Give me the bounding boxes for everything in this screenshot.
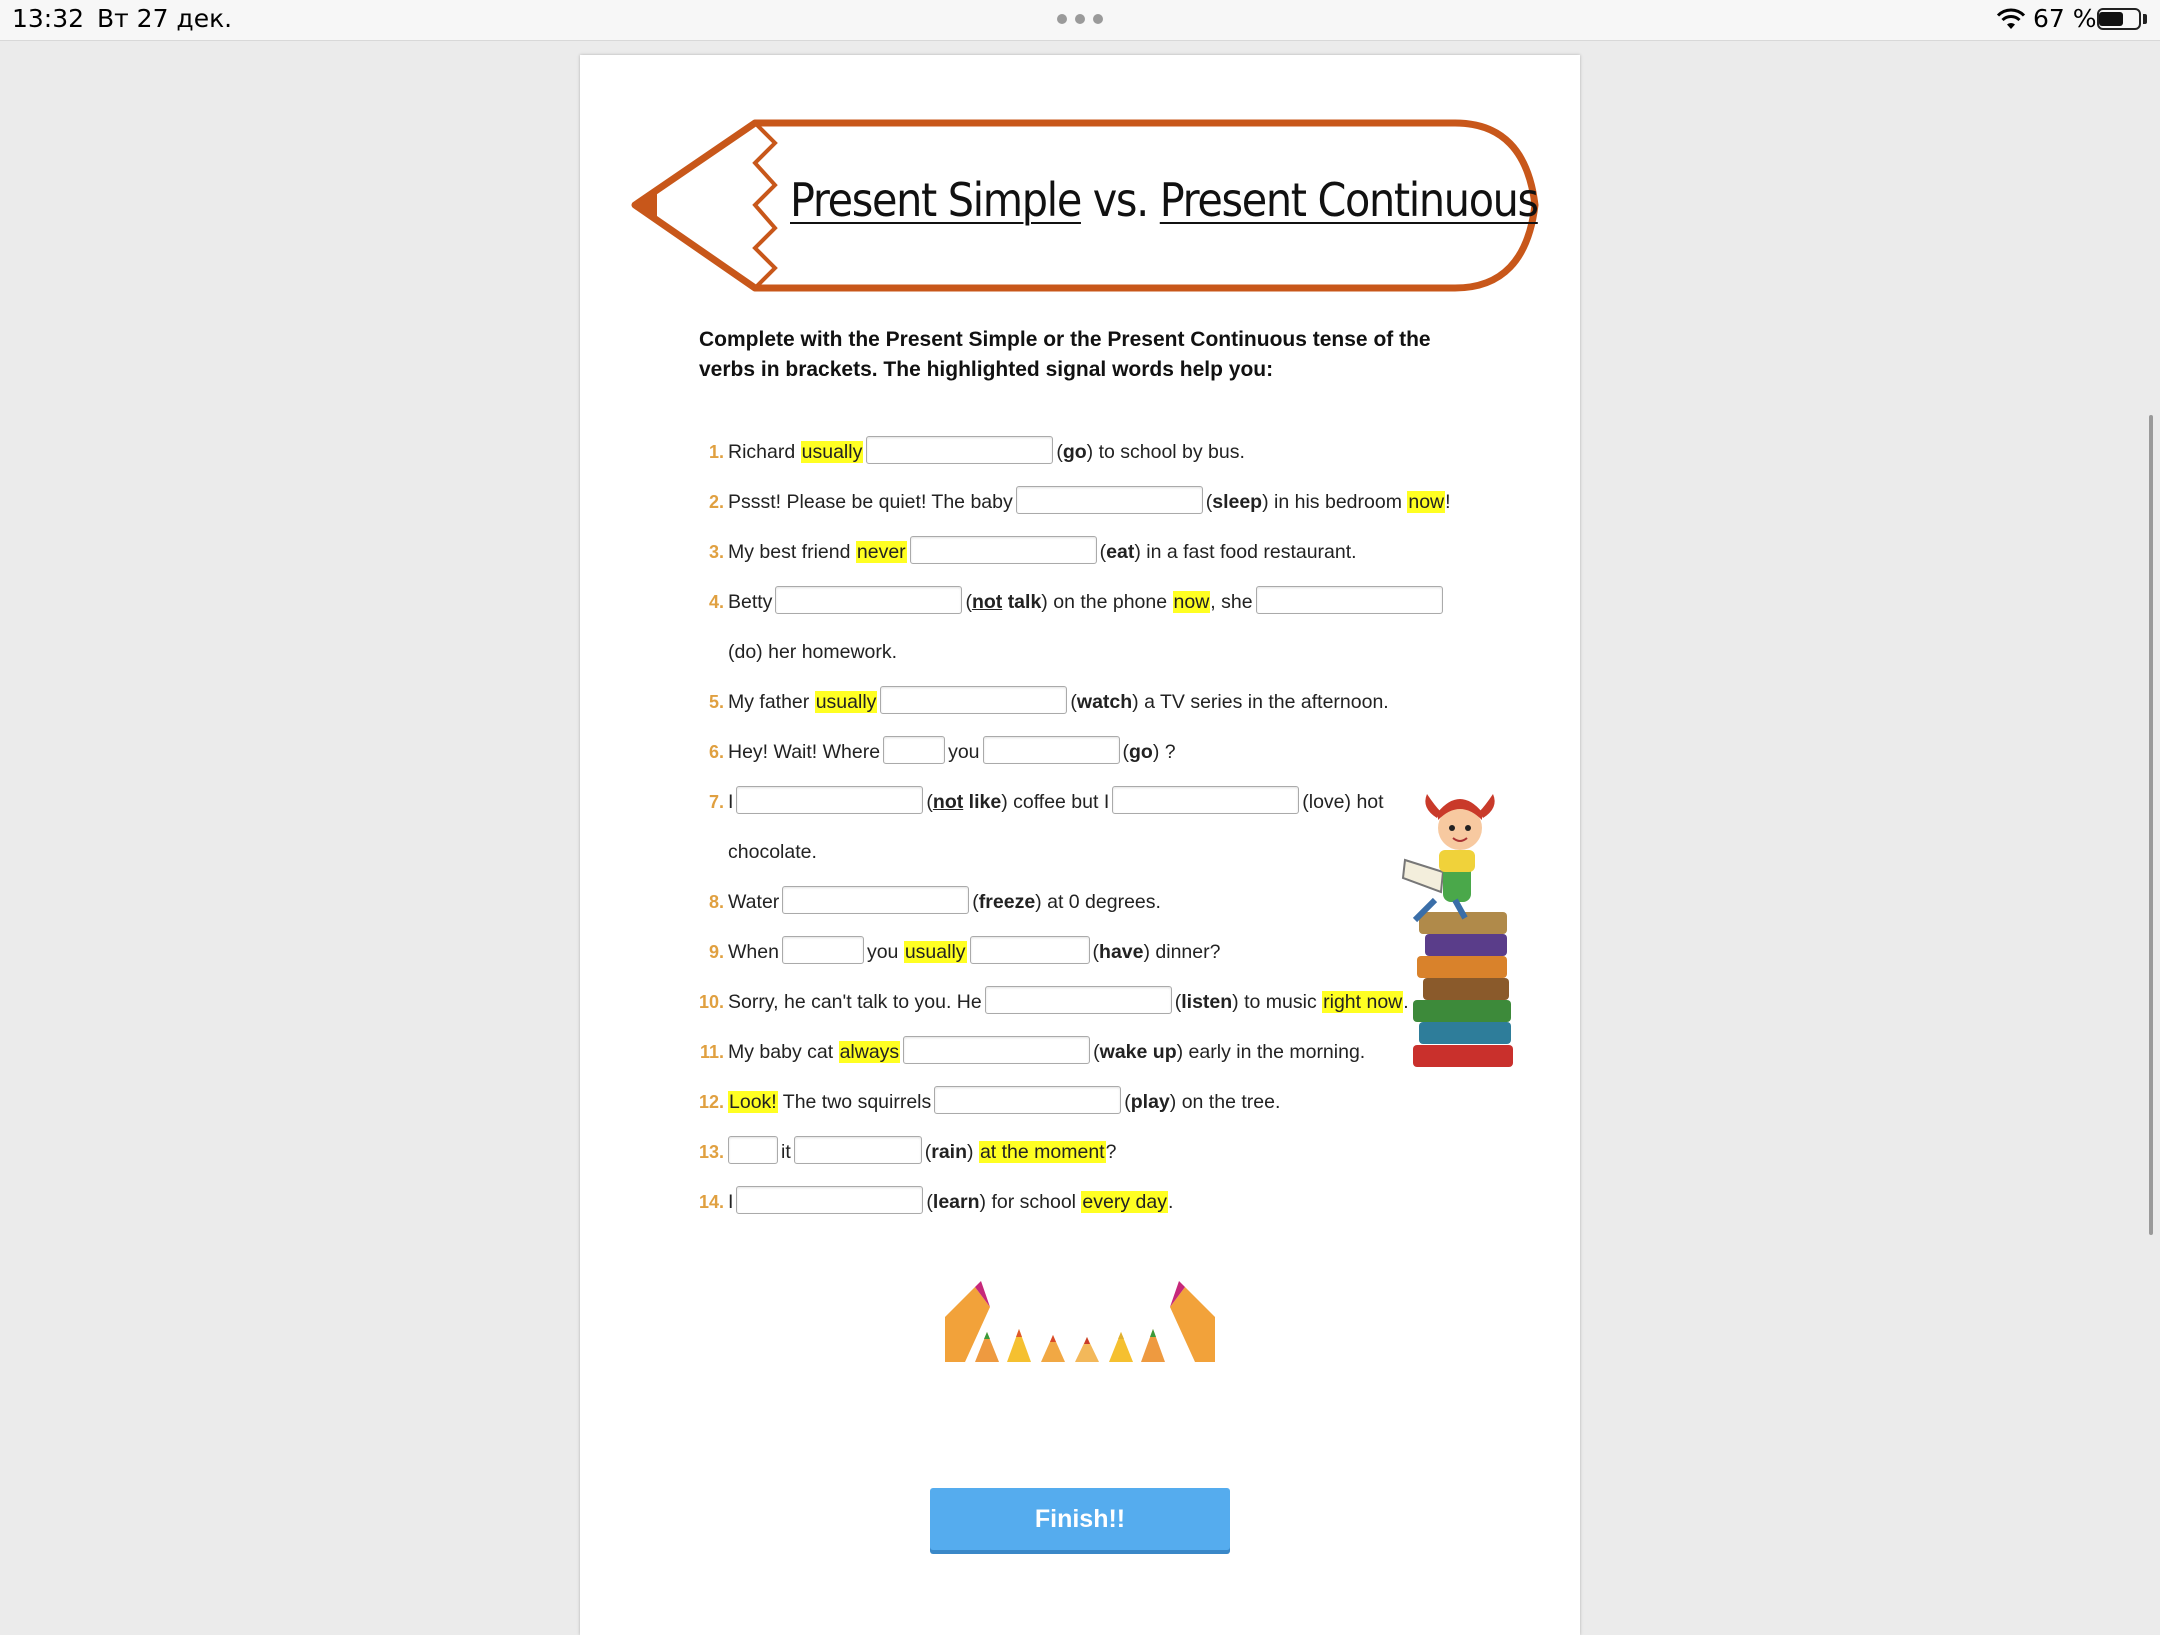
negation-hint: not: [971, 591, 1003, 613]
punctuation: !: [1445, 491, 1451, 513]
question-text: Water: [728, 891, 780, 913]
question-14: 14. I (learn) for school every day.: [728, 1185, 1173, 1219]
signal-word: usually: [904, 941, 966, 963]
question-number: 14.: [698, 1192, 724, 1212]
verb-hint: play: [1130, 1091, 1170, 1113]
question-text: My best friend: [728, 541, 851, 563]
girl-on-books-illustration: [1395, 790, 1535, 1080]
question-6: 6. Hey! Wait! Where you (go) ?: [728, 735, 1176, 769]
question-number: 10.: [698, 992, 724, 1012]
question-text: you: [866, 941, 899, 963]
pencil-row: [945, 1281, 1215, 1362]
question-text: I: [728, 1191, 734, 1213]
question-3: 3. My best friend never (eat) in a fast food restaurant.: [728, 535, 1357, 569]
status-date: Вт 27 дек.: [97, 4, 233, 33]
question-1: 1. Richard usually (go) to school by bus.: [728, 435, 1245, 469]
question-text: Betty: [728, 591, 773, 613]
question-number: 11.: [699, 1042, 724, 1062]
verb-hint: wake up: [1099, 1041, 1177, 1063]
question-text: My father: [728, 691, 810, 713]
scrollbar[interactable]: [2149, 415, 2153, 1235]
question-7-continued: chocolate.: [728, 841, 817, 863]
signal-word: right now: [1323, 991, 1403, 1013]
question-text: My baby cat: [728, 1041, 834, 1063]
question-9: 9. When you usually (have) dinner?: [728, 935, 1220, 969]
signal-word: at the moment: [979, 1141, 1105, 1163]
question-text: (love) hot: [1302, 791, 1384, 813]
question-text: Hey! Wait! Where: [728, 741, 881, 763]
question-text: dinner?: [1155, 941, 1221, 963]
battery-percent: 67 %: [2033, 4, 2097, 33]
signal-word: now: [1408, 491, 1445, 513]
punctuation: .: [1167, 1191, 1174, 1213]
question-text: you: [948, 741, 980, 763]
answer-input[interactable]: [983, 736, 1120, 764]
question-8: 8. Water (freeze) at 0 degrees.: [728, 885, 1161, 919]
question-text: to school by bus.: [1098, 441, 1245, 463]
question-4: 4. Betty (not talk) on the phone now, she: [728, 585, 1446, 619]
answer-input[interactable]: [782, 886, 969, 914]
verb-hint: eat: [1106, 541, 1135, 563]
question-text: I: [728, 791, 734, 813]
signal-word: every day: [1082, 1191, 1167, 1213]
question-12: 12. Look! The two squirrels (play) on the tree.: [728, 1085, 1280, 1119]
title-vs: vs.: [1092, 173, 1148, 227]
question-number: 9.: [708, 942, 724, 962]
wifi-icon: [1996, 8, 2026, 30]
question-2: 2. Pssst! Please be quiet! The baby (sleep) in his bedroom now!: [728, 485, 1451, 519]
signal-word: now: [1173, 591, 1210, 613]
signal-word: usually: [801, 441, 863, 463]
question-5: 5. My father usually (watch) a TV series in the afternoon.: [728, 685, 1389, 719]
punctuation: .: [1403, 991, 1409, 1013]
question-7: 7. I (not like) coffee but I (love) hot: [728, 785, 1384, 819]
answer-input[interactable]: [728, 1136, 778, 1164]
verb-hint: sleep: [1212, 491, 1263, 513]
answer-input[interactable]: [880, 686, 1067, 714]
question-11: 11. My baby cat always (wake up) early in the morning.: [728, 1035, 1365, 1069]
signal-word: usually: [815, 691, 877, 713]
signal-word: Look!: [729, 1091, 777, 1113]
verb-hint: go: [1062, 441, 1087, 463]
verb-hint: learn: [932, 1191, 980, 1213]
verb-hint: go: [1129, 741, 1153, 763]
status-bar: [0, 0, 2160, 41]
question-number: 12.: [698, 1092, 724, 1112]
verb-hint: rain: [931, 1141, 968, 1163]
answer-input[interactable]: [985, 986, 1172, 1014]
title-part2: Present Continuous: [1159, 173, 1538, 227]
verb-hint: listen: [1181, 991, 1233, 1013]
answer-input[interactable]: [794, 1136, 922, 1164]
worksheet-page: [580, 55, 1580, 1635]
answer-input[interactable]: [1016, 486, 1203, 514]
question-number: 5.: [708, 692, 724, 712]
question-text: it: [781, 1141, 791, 1163]
question-number: 1.: [708, 442, 724, 462]
question-text: in a fast food restaurant.: [1146, 541, 1357, 563]
question-number: 3.: [708, 542, 724, 562]
question-number: 13.: [698, 1142, 724, 1162]
question-number: 2.: [708, 492, 724, 512]
answer-input[interactable]: [736, 1186, 923, 1214]
question-text: Richard: [728, 441, 796, 463]
answer-input[interactable]: [866, 436, 1053, 464]
question-text: to music: [1244, 991, 1317, 1013]
question-text: Sorry, he can't talk to you. He: [728, 991, 982, 1013]
question-10: 10. Sorry, he can't talk to you. He (listen) to music right now.: [728, 985, 1409, 1019]
pencils-decoration: [935, 1277, 1225, 1362]
battery-level: [2099, 12, 2123, 26]
question-text: a TV series in the afternoon.: [1144, 691, 1389, 713]
verb-hint: talk: [1007, 591, 1042, 613]
question-number: 6.: [708, 742, 724, 762]
question-text: When: [728, 941, 779, 963]
status-time: 13:32: [12, 4, 85, 33]
question-text: on the phone: [1053, 591, 1168, 613]
answer-input[interactable]: [736, 786, 923, 814]
answer-input[interactable]: [883, 736, 945, 764]
question-text: , she: [1210, 591, 1253, 613]
verb-hint: freeze: [978, 891, 1036, 913]
question-text: in his bedroom: [1274, 491, 1402, 513]
question-4-continued: (do) her homework.: [728, 641, 898, 663]
question-text: for school: [991, 1191, 1076, 1213]
answer-input[interactable]: [1256, 586, 1443, 614]
finish-button[interactable]: Finish!!: [930, 1488, 1230, 1550]
answer-input[interactable]: [934, 1086, 1121, 1114]
punctuation: ?: [1105, 1141, 1117, 1163]
punctuation: ?: [1164, 741, 1176, 763]
answer-input[interactable]: [775, 586, 962, 614]
answer-input[interactable]: [910, 536, 1097, 564]
question-number: 7.: [708, 792, 724, 812]
signal-word: never: [856, 541, 906, 563]
battery-tip: [2143, 14, 2147, 24]
verb-hint: have: [1099, 941, 1144, 963]
page-title: [790, 173, 1538, 227]
question-text: coffee but I: [1013, 791, 1110, 813]
multitasking-dots-icon[interactable]: [1057, 14, 1103, 24]
question-number: 8.: [708, 892, 724, 912]
signal-word: always: [839, 1041, 900, 1063]
title-part1: Present Simple: [790, 173, 1081, 227]
question-text: Pssst! Please be quiet! The baby: [728, 491, 1013, 513]
question-text: on the tree.: [1181, 1091, 1281, 1113]
verb-hint: watch: [1076, 691, 1133, 713]
answer-input[interactable]: [970, 936, 1090, 964]
question-text: The two squirrels: [782, 1091, 932, 1113]
instructions: Complete with the Present Simple or the Present Continuous tense of the verbs in brackets. The highlighted signal words help you:: [699, 328, 1431, 381]
verb-hint: like: [968, 791, 1002, 813]
answer-input[interactable]: [1112, 786, 1299, 814]
question-text: early in the morning.: [1188, 1041, 1366, 1063]
question-text: at 0 degrees.: [1047, 891, 1161, 913]
answer-input[interactable]: [903, 1036, 1090, 1064]
question-number: 4.: [708, 592, 724, 612]
negation-hint: not: [932, 791, 964, 813]
question-13: 13. it (rain) at the moment?: [728, 1135, 1116, 1169]
answer-input[interactable]: [782, 936, 864, 964]
